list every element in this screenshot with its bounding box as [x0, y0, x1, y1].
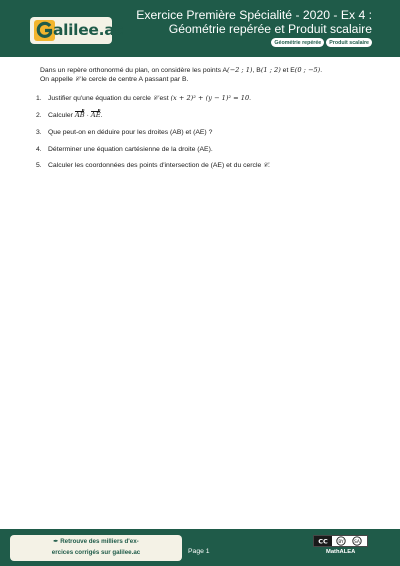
question-1: 1. Justifier qu'une équation du cercle 𝒞 est (x + 2)² + (y − 1)² = 10.: [36, 94, 252, 103]
promo-box[interactable]: [10, 535, 182, 561]
exercise-intro: [40, 66, 375, 84]
logo-text: alilee.ac: [53, 21, 124, 39]
cc-label: CC: [318, 537, 328, 546]
tag-geometrie-reperee[interactable]: Géométrie repérée: [271, 38, 324, 47]
vector-ab: AB: [74, 111, 85, 120]
intro-line-2: On appelle 𝒞 le cercle de centre A passant par B.: [40, 75, 189, 84]
promo-line-2: ercices corrigés sur galilee.ac: [51, 548, 141, 556]
by-label: BY: [338, 540, 344, 545]
question-2: 2. Calculer AB · AE.: [36, 111, 103, 120]
title-line-2: Géométrie repérée et Produit scalaire: [168, 21, 372, 36]
vector-ae: AE: [90, 111, 101, 120]
question-3: 3. Que peut-on en déduire pour les droites (AB) et (AE) ?: [36, 128, 213, 136]
promo-line-1: ✒ Retrouve des milliers d'ex-: [53, 538, 139, 545]
topic-tags: [271, 38, 372, 47]
galilee-logo[interactable]: [30, 17, 124, 44]
header-banner: [0, 0, 400, 57]
sa-label: SA: [354, 540, 360, 545]
exercise-title: [122, 9, 372, 36]
intro-line-1: Dans un repère orthonormé du plan, on considère les points A(−2 ; 1), B(1 ; 2) et E(0 ; −5).: [40, 66, 323, 74]
question-5: 5. Calculer les coordonnées des points d'intersection de (AE) et du cercle 𝒞.: [36, 161, 270, 170]
mathalea-brand: MathALEA: [326, 549, 356, 555]
exercise-content: [36, 66, 375, 178]
galilee-g-icon: [34, 20, 55, 41]
creative-commons-badge[interactable]: [313, 535, 368, 547]
question-4: 4. Déterminer une équation cartésienne de la droite (AE).: [36, 145, 213, 153]
page-number: Page 1: [188, 548, 210, 555]
title-line-1: Exercice Première Spécialité - 2020 - Ex 4 :: [136, 8, 372, 22]
tag-produit-scalaire[interactable]: Produit scalaire: [326, 38, 372, 47]
